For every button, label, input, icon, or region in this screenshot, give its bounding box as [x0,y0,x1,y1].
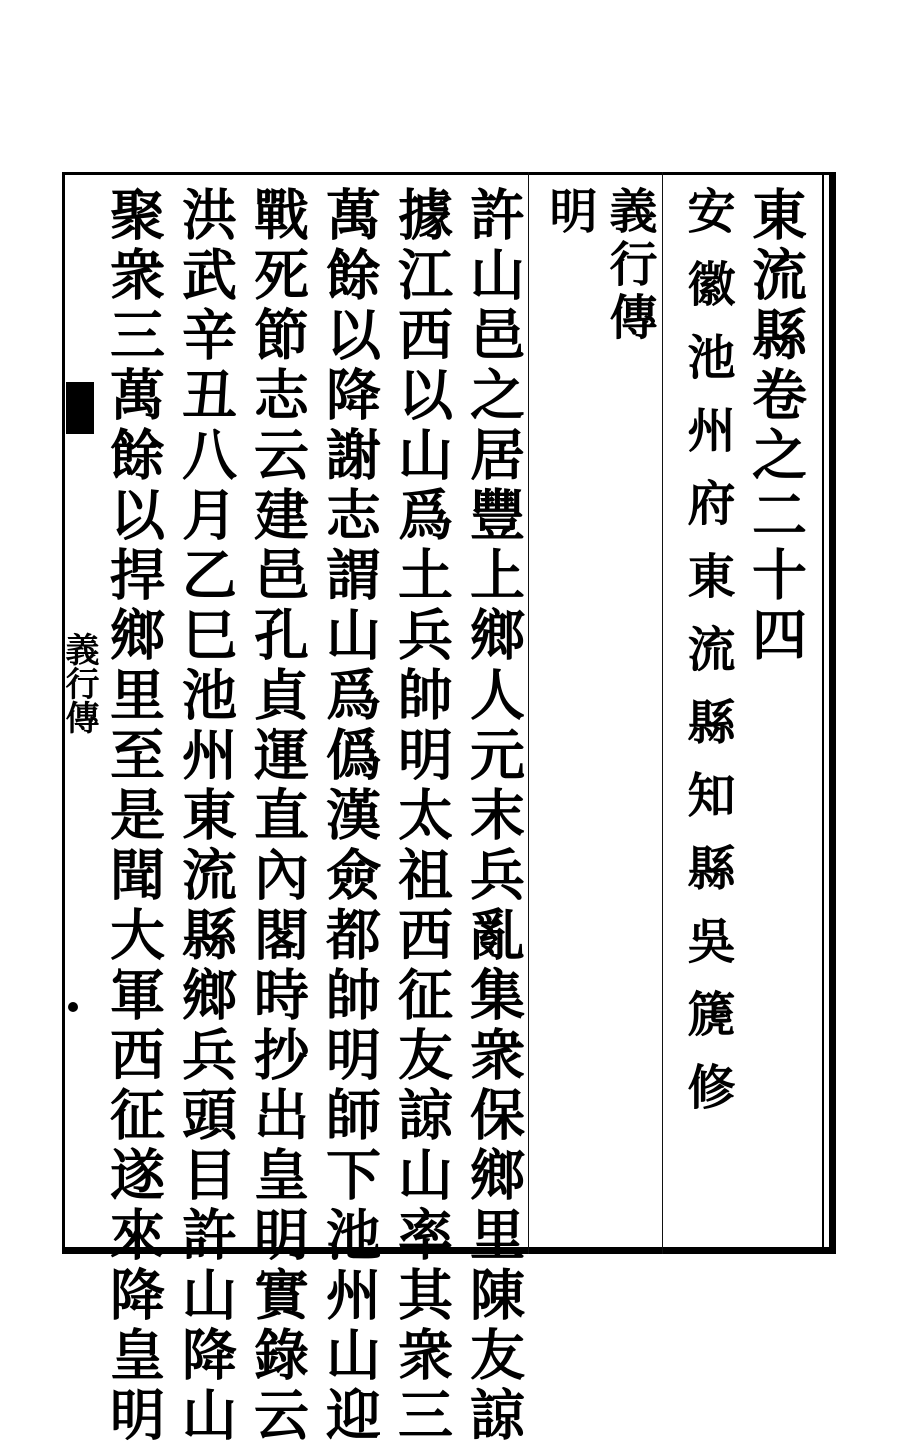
volume-title: 東流縣卷之二十四 [743,186,808,666]
fishtail-mark [66,382,94,434]
text-column: 聚衆三萬餘以捍鄉里至是聞大軍西征遂來降皇明 [101,186,166,1446]
text-column: 許山邑之居豐上鄉人元末兵亂集衆保鄉里陳友諒 [461,186,526,1446]
right-border-outer [829,172,836,1254]
text-column: 萬餘以降謝志謂山爲僞漢僉都帥明師下池州山迎 [317,186,382,1446]
text-column: 據江西以山爲土兵帥明太祖西征友諒山率其衆三 [389,186,454,1446]
margin-strip [59,172,99,1254]
margin-dot [68,1002,78,1012]
text-column: 洪武辛丑八月乙巳池州東流縣鄉兵頭目許山降山 [173,186,238,1446]
margin-title: 義行傳 [59,632,99,734]
page-frame [59,172,836,1446]
author-line: 安徽池州府東流縣知縣吳篪修 [679,186,735,1135]
dynasty-heading: 明 [541,186,597,239]
column-divider [662,172,663,1254]
top-border [62,172,836,175]
right-border-inner [822,172,824,1254]
column-divider [528,172,529,1254]
text-column: 戰死節志云建邑孔貞運直內閣時抄出皇明實錄云 [245,186,310,1446]
section-title: 義行傳 [601,186,657,345]
